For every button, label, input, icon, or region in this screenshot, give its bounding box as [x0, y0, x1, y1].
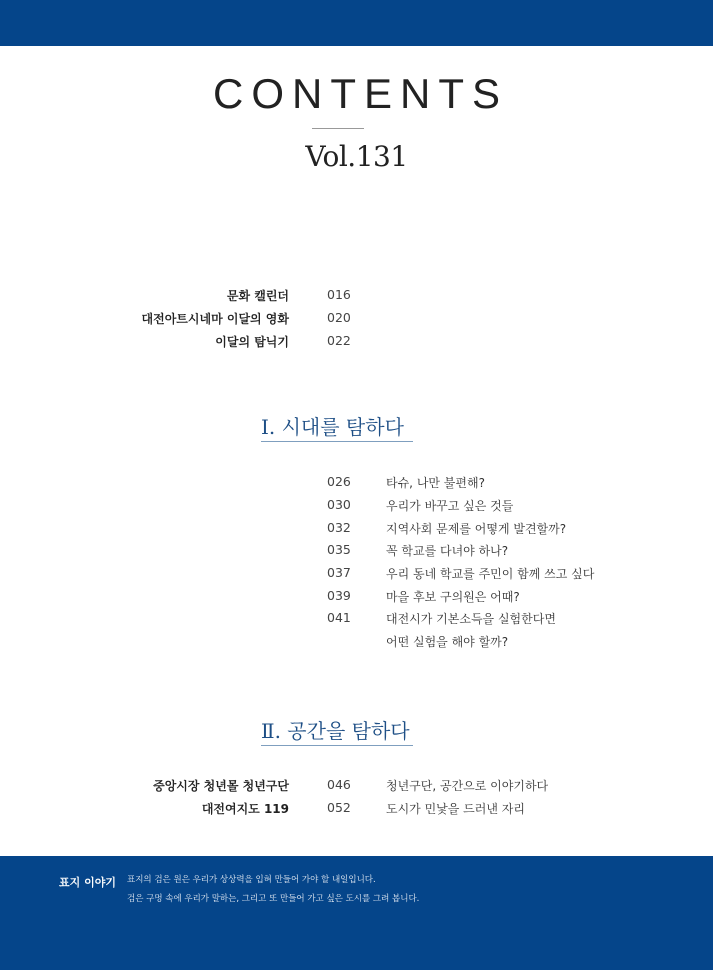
entry-title: 대전아트시네마 이달의 영화	[141, 312, 289, 326]
entry-page: 030	[327, 497, 351, 512]
entry-title: 우리 동네 학교를 주민이 함께 쓰고 싶다	[386, 567, 595, 581]
toc-entry[interactable]	[0, 565, 713, 587]
entry-page: 052	[327, 800, 351, 815]
toc-entry[interactable]	[0, 474, 713, 496]
entry-title: 이달의 탐닉기	[215, 335, 289, 349]
page-title: CONTENTS	[213, 70, 508, 117]
entry-title: 지역사회 문제를 어떻게 발견할까?	[386, 522, 567, 536]
entry-title: 문화 캘린더	[226, 289, 289, 303]
toc-entry[interactable]	[0, 542, 713, 564]
entry-title: 청년구단, 공간으로 이야기하다	[386, 779, 549, 793]
section-heading-1: Ⅰ. 시대를 탐하다	[261, 411, 413, 442]
entry-title: 마을 후보 구의원은 어때?	[386, 590, 520, 604]
entry-page: 032	[327, 520, 351, 535]
volume-number: Vol.131	[305, 140, 408, 173]
entry-page: 022	[327, 333, 351, 348]
cover-story-label: 표지 이야기	[59, 876, 116, 889]
toc-entry[interactable]	[0, 497, 713, 519]
entry-title: 우리가 바꾸고 싶은 것들	[386, 499, 514, 513]
toc-entry[interactable]	[0, 310, 713, 332]
section-heading-2: Ⅱ. 공간을 탐하다	[261, 715, 413, 746]
toc-entry-continuation[interactable]	[0, 633, 713, 655]
toc-entry[interactable]	[0, 610, 713, 632]
entry-title: 도시가 민낯을 드러낸 자리	[386, 802, 525, 816]
title-divider	[312, 128, 364, 129]
toc-entry[interactable]	[0, 800, 713, 822]
entry-page: 026	[327, 474, 351, 489]
entry-page: 020	[327, 310, 351, 325]
entry-page: 035	[327, 542, 351, 557]
entry-series: 대전여지도 119	[201, 802, 289, 816]
toc-entry[interactable]	[0, 287, 713, 309]
toc-entry[interactable]	[0, 520, 713, 542]
entry-title: 타슈, 나만 불편해?	[386, 476, 485, 490]
entry-page: 037	[327, 565, 351, 580]
toc-entry[interactable]	[0, 588, 713, 610]
top-banner	[0, 0, 713, 46]
entry-page: 046	[327, 777, 351, 792]
cover-story-text: 표지의 검은 원은 우리가 상상력을 입혀 만들어 가야 할 내일입니다.	[127, 875, 376, 885]
entry-title: 꼭 학교를 다녀야 하나?	[386, 544, 509, 558]
entry-page: 041	[327, 610, 351, 625]
entry-title: 대전시가 기본소득을 실험한다면	[386, 612, 556, 626]
entry-page: 039	[327, 588, 351, 603]
toc-entry[interactable]	[0, 777, 713, 799]
entry-page: 016	[327, 287, 351, 302]
cover-story-text: 검은 구멍 속에 우리가 말하는, 그리고 또 만들어 가고 싶은 도시를 그려 봅니다.	[127, 894, 420, 904]
entry-title: 어떤 실험을 해야 할까?	[386, 635, 509, 649]
toc-entry[interactable]	[0, 333, 713, 355]
entry-series: 중앙시장 청년몰 청년구단	[153, 779, 289, 793]
